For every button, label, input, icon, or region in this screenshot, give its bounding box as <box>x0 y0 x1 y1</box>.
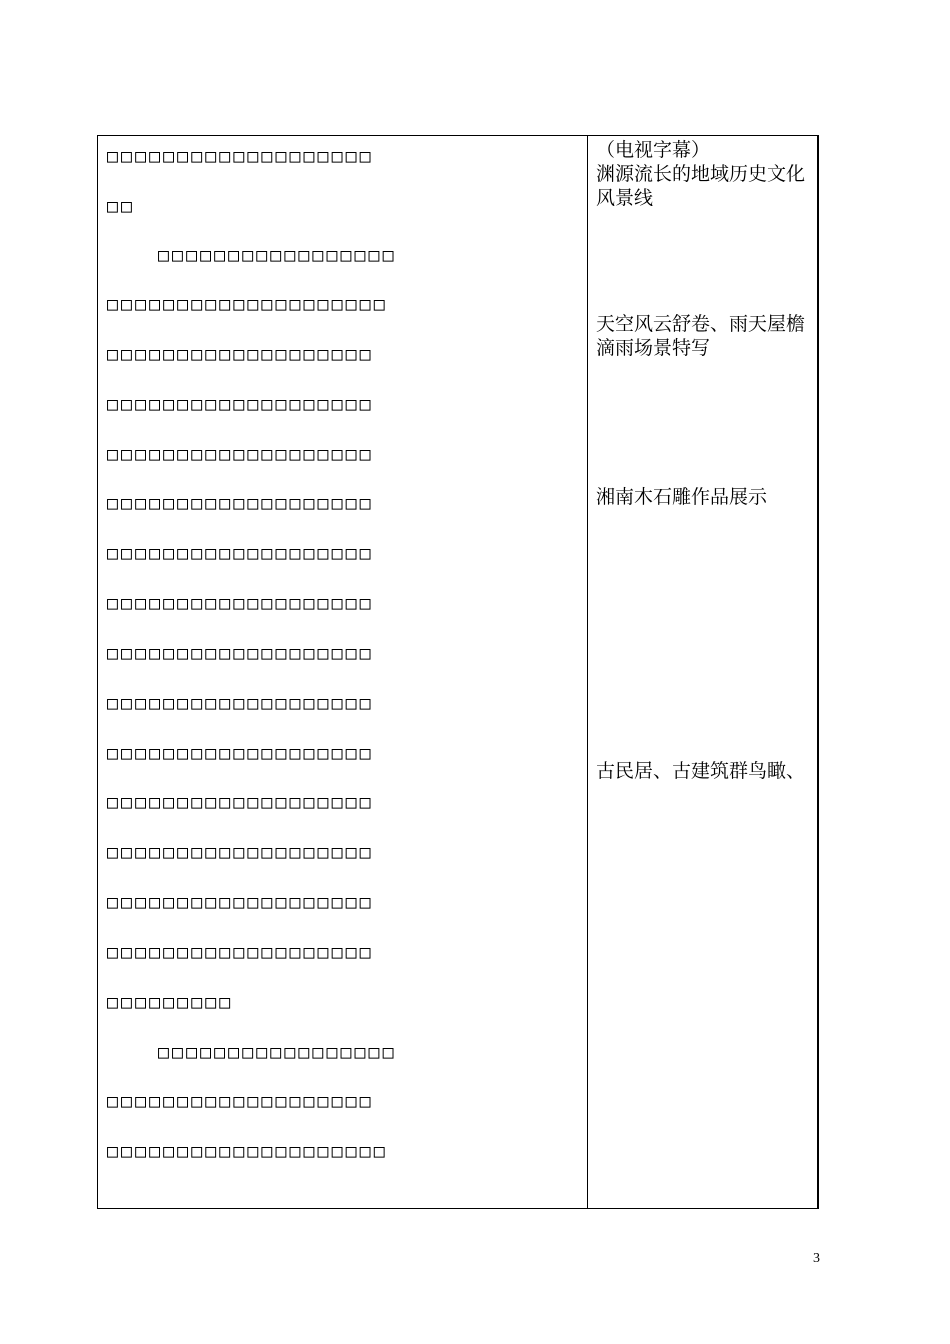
narration-line-indented: □□□□□□□□□□□□□□□□□ <box>158 245 397 266</box>
narration-line: □□□□□□□□□ <box>107 992 234 1013</box>
narration-line: □□□□□□□□□□□□□□□□□□□ <box>107 842 374 863</box>
narration-line: □□ <box>107 196 136 217</box>
narration-line: □□□□□□□□□□□□□□□□□□□ <box>107 344 374 365</box>
narration-line: □□□□□□□□□□□□□□□□□□□ <box>107 942 374 963</box>
narration-line: □□□□□□□□□□□□□□□□□□□ <box>107 146 374 167</box>
narration-line: □□□□□□□□□□□□□□□□□□□ <box>107 743 374 764</box>
narration-line: □□□□□□□□□□□□□□□□□□□ <box>107 1091 374 1112</box>
narration-line: □□□□□□□□□□□□□□□□□□□ <box>107 593 374 614</box>
column-divider <box>587 136 588 1208</box>
visual-note-subtitle <box>596 138 816 210</box>
visual-note-architecture <box>596 759 816 783</box>
narration-line: □□□□□□□□□□□□□□□□□□□ <box>107 444 374 465</box>
narration-line: □□□□□□□□□□□□□□□□□□□□ <box>107 1141 388 1162</box>
visual-note-sky-rain <box>596 312 816 360</box>
visual-note-line: 古民居、古建筑群鸟瞰、 <box>596 760 806 782</box>
visual-note-line: （电视字幕） <box>596 139 711 161</box>
narration-line: □□□□□□□□□□□□□□□□□□□□ <box>107 294 388 315</box>
script-table <box>97 135 819 1209</box>
visual-note-line: 风景线 <box>596 187 654 209</box>
visual-note-carvings <box>596 485 816 509</box>
visual-note-line: 滴雨场景特写 <box>596 337 711 359</box>
narration-line: □□□□□□□□□□□□□□□□□□□ <box>107 693 374 714</box>
narration-line: □□□□□□□□□□□□□□□□□□□ <box>107 493 374 514</box>
page-number: 3 <box>813 1251 820 1266</box>
narration-line: □□□□□□□□□□□□□□□□□□□ <box>107 643 374 664</box>
narration-line: □□□□□□□□□□□□□□□□□□□ <box>107 792 374 813</box>
narration-line-indented: □□□□□□□□□□□□□□□□□ <box>158 1042 397 1063</box>
visual-note-line: 湘南木石雕作品展示 <box>596 486 768 508</box>
narration-line: □□□□□□□□□□□□□□□□□□□ <box>107 543 374 564</box>
narration-line: □□□□□□□□□□□□□□□□□□□ <box>107 892 374 913</box>
visual-note-line: 天空风云舒卷、雨天屋檐 <box>596 313 806 335</box>
narration-line: □□□□□□□□□□□□□□□□□□□ <box>107 394 374 415</box>
visual-note-line: 渊源流长的地域历史文化 <box>596 163 806 185</box>
